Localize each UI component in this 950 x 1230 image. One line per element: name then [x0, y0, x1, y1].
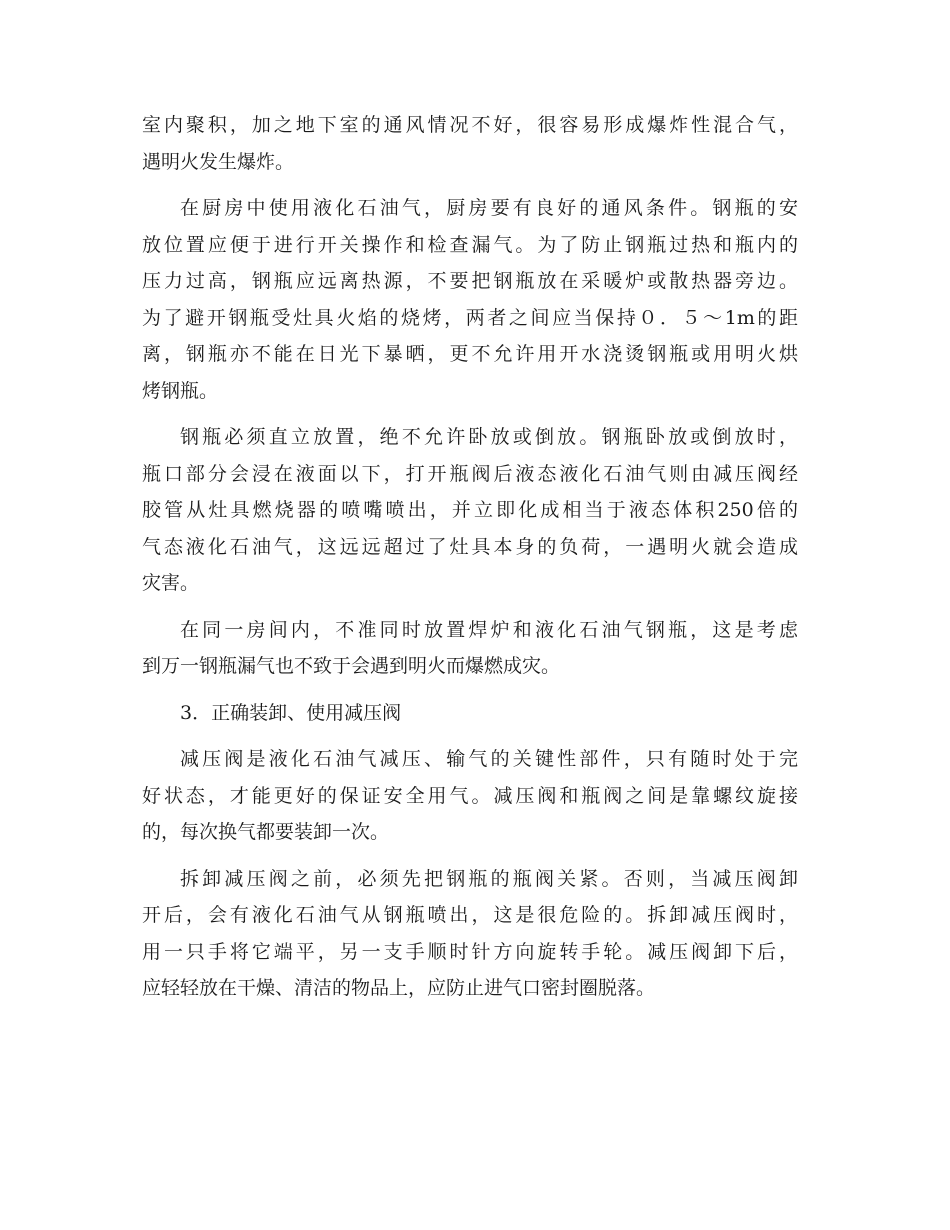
text-line: 烤钢瓶。 — [142, 379, 219, 402]
text-line: 在同一房间内，不准同时放置焊炉和液化石油气钢瓶，这是考虑 — [180, 618, 798, 641]
text-line: 为了避开钢瓶受灶具火焰的烧烤，两者之间应当保持０．５～1m的距 — [142, 306, 798, 329]
text-line: 用一只手将它端平，另一支手顺时针方向旋转手轮。减压阀卸下后， — [142, 940, 798, 963]
section-heading — [142, 695, 798, 732]
text-line: 瓶口部分会浸在液面以下，打开瓶阀后液态液化石油气则由减压阀经 — [142, 462, 798, 485]
text-line: 胶管从灶具燃烧器的喷嘴喷出，并立即化成相当于液态体积250倍的 — [142, 499, 798, 521]
paragraph-kitchen-ventilation — [142, 190, 798, 409]
text-line: 的，每次换气都要装卸一次。 — [142, 821, 390, 843]
paragraph-pressure-valve — [142, 741, 798, 851]
document-page — [142, 107, 798, 1007]
text-line: 减压阀是液化石油气减压、输气的关键性部件，只有随时处于完 — [180, 748, 798, 770]
text-line: 开后，会有液化石油气从钢瓶喷出，这是很危险的。拆卸减压阀时， — [142, 904, 798, 926]
paragraph-upright-placement — [142, 419, 798, 602]
text-line: 放位置应便于进行开关操作和检查漏气。为了防止钢瓶过热和瓶内的 — [142, 233, 798, 256]
paragraph-basement-hazard — [142, 107, 798, 180]
text-line: 拆卸减压阀之前，必须先把钢瓶的瓶阀关紧。否则，当减压阀卸 — [180, 867, 798, 890]
text-line: 应轻轻放在干燥、清洁的物品上，应防止进气口密封圈脱落。 — [142, 977, 656, 999]
text-line: 离，钢瓶亦不能在日光下暴晒，更不允许用开水浇烫钢瓶或用明火烘 — [142, 343, 798, 365]
text-line: 气态液化石油气，这远远超过了灶具本身的负荷，一遇明火就会造成 — [142, 535, 798, 558]
text-line: 好状态，才能更好的保证安全用气。减压阀和瓶阀之间是靠螺纹旋接 — [142, 784, 798, 807]
text-line: 室内聚积，加之地下室的通风情况不好，很容易形成爆炸性混合气， — [142, 114, 798, 136]
text-line: 在厨房中使用液化石油气，厨房要有良好的通风条件。钢瓶的安 — [180, 197, 798, 219]
text-line: 到万一钢瓶漏气也不致于会遇到明火而爆燃成灾。 — [142, 655, 561, 677]
section-title: 3．正确装卸、使用减压阀 — [180, 701, 402, 724]
text-line: 压力过高，钢瓶应远离热源，不要把钢瓶放在采暖炉或散热器旁边。 — [142, 270, 798, 292]
paragraph-valve-removal — [142, 861, 798, 1007]
text-line: 灾害。 — [142, 572, 200, 594]
text-line: 遇明火发生爆炸。 — [142, 150, 295, 173]
text-line: 钢瓶必须直立放置，绝不允许卧放或倒放。钢瓶卧放或倒放时， — [180, 426, 798, 448]
paragraph-same-room — [142, 612, 798, 685]
